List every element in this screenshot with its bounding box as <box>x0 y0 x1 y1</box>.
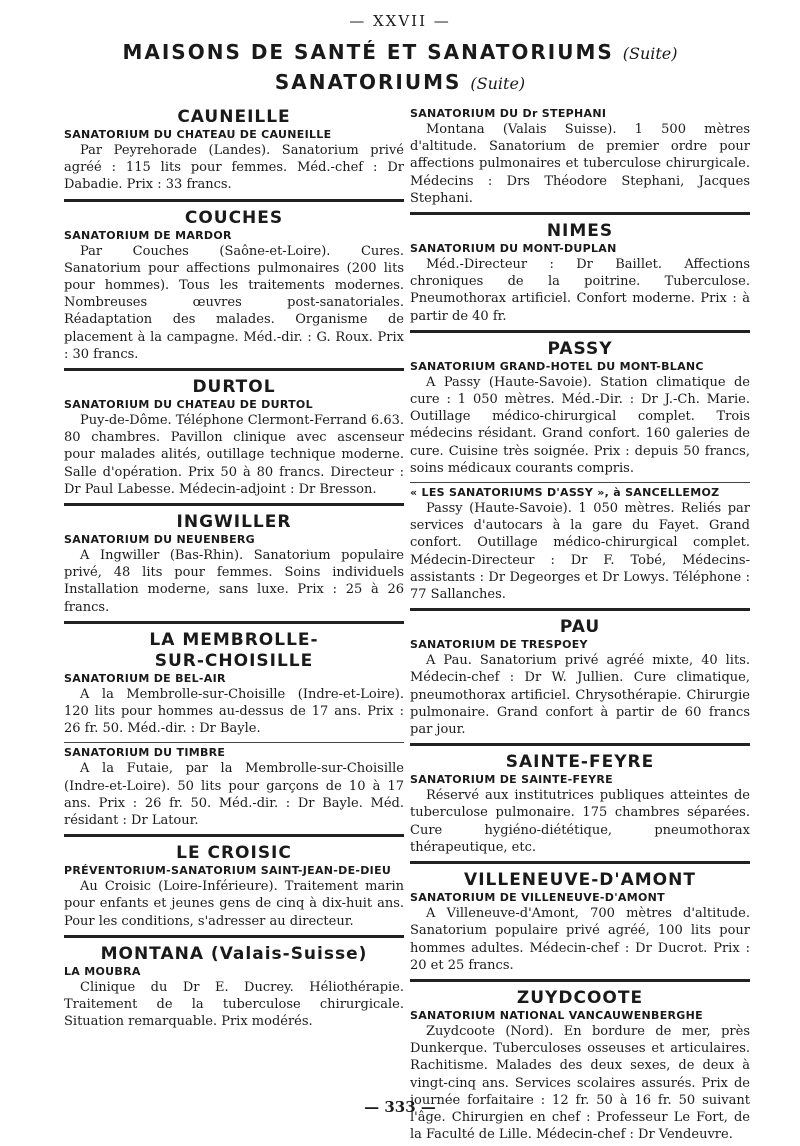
entry-text: Puy-de-Dôme. Téléphone Clermont-Ferrand 6.63. 80 chambres. Pavillon clinique avec ascenseur pour malades alités, outillage technique moderne. Salle d'opération. Prix 50 à 80 francs. Directeur : Dr Paul Labesse. Médecin-adjoint : Dr Bresson. <box>64 413 404 497</box>
entry-text: Zuydcoote (Nord). En bordure de mer, près Dunkerque. Tuberculoses osseuses et articulaires. Rachitisme. Malades des deux sexes, de deux à vingt-cinq ans. Services scolaires assurés. Prix de journée forfaitaire : 12 fr. 50 à 16 fr. 50 suivant l'âge. Chirurgien en chef : Professeur Le Fort, de la Faculté de Lille. Médecin-chef : Dr Vendeuvre. <box>410 1023 750 1143</box>
entry-text: Clinique du Dr E. Ducrey. Héliothérapie. Traitement de la tuberculose chirurgicale. Situation remarquable. Prix modérés. <box>64 979 404 1030</box>
city-heading: COUCHES <box>184 207 284 228</box>
running-head: — XXVII — <box>349 12 451 30</box>
establishment-name: SANATORIUM DU Dr STEPHANI <box>410 107 607 120</box>
establishment-name: SANATORIUM DU CHATEAU DE DURTOL <box>64 398 313 412</box>
divider <box>64 199 404 202</box>
entry-nimes <box>410 218 750 325</box>
city-heading: CAUNEILLE <box>177 107 291 127</box>
city-heading: DURTOL <box>192 377 276 398</box>
city-heading: VILLENEUVE-D'AMONT <box>464 870 696 891</box>
entry-sainte-feyre <box>410 749 750 856</box>
establishment-name: PRÉVENTORIUM-SANATORIUM SAINT-JEAN-DE-DIEU <box>64 864 392 878</box>
divider <box>410 861 750 864</box>
entry-text: Montana (Valais Suisse). 1 500 mètres d'altitude. Sanatorium de premier ordre pour affections pulmonaires et tuberculose chirurgicale. Médecins : Drs Théodore Stephani, Jacques Stephani. <box>410 122 750 206</box>
entry-text: A Villeneuve-d'Amont, 700 mètres d'altitude. Sanatorium populaire privé agréé, 100 lits pour hommes adultes. Médecin-chef : Dr Ducrot. Prix : 20 et 25 francs. <box>410 906 750 973</box>
city-region: (Valais-Suisse) <box>210 943 368 964</box>
city-heading: SAINTE-FEYRE <box>505 752 655 773</box>
entry-pau <box>410 614 750 738</box>
establishment-name: SANATORIUM DU MONT-DUPLAN <box>410 242 617 256</box>
establishment-name: SANATORIUM DU NEUENBERG <box>64 533 255 547</box>
divider <box>64 368 404 371</box>
divider <box>410 330 750 333</box>
entry-text: A Ingwiller (Bas-Rhin). Sanatorium populaire privé, 48 lits pour femmes. Soins individuels Installation moderne, sans luxe. Prix : 25 à 26 francs. <box>64 548 404 615</box>
entry-cauneille <box>64 104 404 194</box>
city-heading: ZUYDCOOTE <box>516 987 644 1008</box>
city-heading-line2: SUR-CHOISILLE <box>154 650 314 671</box>
entry-text: Méd.-Directeur : Dr Baillet. Affections chroniques de la poitrine. Tuberculose. Pneumothorax artificiel. Confort moderne. Prix : à partir de 40 fr. <box>410 257 750 324</box>
entry-text: Au Croisic (Loire-Inférieure). Traitement marin pour enfants et jeunes gens de cinq à dix-huit ans. Pour les conditions, s'adresser au directeur. <box>64 879 404 929</box>
entry-text: Par Peyrehorade (Landes). Sanatorium privé agréé : 115 lits pour femmes. Méd.-chef : Dr Dabadie. Prix : 33 francs. <box>64 143 404 193</box>
thin-divider <box>64 742 404 743</box>
entry-ingwiller <box>64 509 404 616</box>
entry-croisic <box>64 840 404 930</box>
entry-text: Par Couches (Saône-et-Loire). Cures. Sanatorium pour affections pulmonaires (200 lits pour hommes). Tous les traitements modernes. Nombreuses œuvres post-sanatoriales. Réadaptation des malades. Organisme de placement à la campagne. Méd.-dir. : G. Roux. Prix : 30 francs. <box>64 243 404 362</box>
entry-durtol <box>64 374 404 498</box>
entry-text: Réservé aux institutrices publiques atteintes de tuberculose pulmonaire. 175 chambres séparées. Cure hygiéno-diététique, pneumothorax thérapeutique, etc. <box>410 788 750 855</box>
entry-zuydcoote <box>410 985 750 1143</box>
city-heading: NIMES <box>546 221 614 242</box>
right-column <box>410 104 750 1143</box>
divider <box>410 979 750 982</box>
city-heading-line1: LA MEMBROLLE- <box>149 629 319 650</box>
page-title-suite: (Suite) <box>622 44 678 63</box>
entry-stephani <box>410 104 750 207</box>
divider <box>410 608 750 611</box>
establishment-name: LA MOUBRA <box>64 964 141 978</box>
establishment-name: « LES SANATORIUMS D'ASSY », à SANCELLEMOZ <box>410 486 720 500</box>
establishment-name: SANATORIUM NATIONAL VANCAUWENBERGHE <box>410 1008 703 1022</box>
section-title <box>0 70 800 94</box>
city-heading: PASSY <box>547 338 613 359</box>
establishment-name: SANATORIUM DE BEL-AIR <box>64 671 226 685</box>
divider <box>410 212 750 215</box>
entry-text: A Passy (Haute-Savoie). Station climatique de cure : 1 050 mètres. Méd.-Dir. : Dr J.-Ch. Marie. Outillage médico-chirurgical complet. Trois médecins résidant. Grand confort. 160 galeries de cure. Cuisine très soignée. Prix : depuis 50 francs, soins médicaux courants compris. <box>410 374 750 476</box>
page-number: — 333 — <box>364 1098 436 1116</box>
divider <box>64 621 404 624</box>
page-title-text: MAISONS DE SANTÉ ET SANATORIUMS <box>122 40 614 64</box>
city-heading <box>64 944 404 964</box>
section-title-text: SANATORIUMS <box>274 70 462 94</box>
establishment-name: SANATORIUM DE MARDOR <box>64 228 232 242</box>
establishment-name: SANATORIUM DE TRESPOEY <box>410 638 588 652</box>
entry-text: A la Membrolle-sur-Choisille (Indre-et-Loire). 120 lits pour hommes au-dessus de 17 ans. Prix : 26 fr. 50. Méd.-dir. : Dr Bayle. <box>64 686 404 737</box>
divider <box>410 743 750 746</box>
establishment-name: SANATORIUM GRAND-HOTEL DU MONT-BLANC <box>410 359 704 373</box>
establishment-name: SANATORIUM DE VILLENEUVE-D'AMONT <box>410 891 665 905</box>
city-heading: PAU <box>559 617 601 638</box>
entry-passy <box>410 336 750 603</box>
thin-divider <box>410 482 750 483</box>
establishment-name: SANATORIUM DE SAINTE-FEYRE <box>410 773 613 787</box>
left-column <box>64 104 404 1031</box>
divider <box>64 503 404 506</box>
entry-couches <box>64 205 404 363</box>
entry-text: A la Futaie, par la Membrolle-sur-Choisille (Indre-et-Loire). 50 lits pour garçons de 10 à 17 ans. Prix : 26 fr. 50. Méd.-dir. : Dr Bayle. Méd. résidant : Dr Latour. <box>64 761 404 829</box>
establishment-name: SANATORIUM DU TIMBRE <box>64 746 226 760</box>
entry-text: Passy (Haute-Savoie). 1 050 mètres. Reliés par services d'autocars à la gare du Fayet. Grand confort. Outillage médico-chirurgical complet. Médecin-Directeur : Dr F. Tobé, Médecins-assistants : Dr Degeorges et Dr Lowys. Téléphone : 77 Sallanches. <box>410 501 750 603</box>
city-heading: INGWILLER <box>176 512 292 533</box>
page-title <box>0 40 800 64</box>
divider <box>64 935 404 938</box>
establishment-name: SANATORIUM DU CHATEAU DE CAUNEILLE <box>64 128 332 141</box>
city-heading: LE CROISIC <box>176 843 292 864</box>
entry-montana <box>64 941 404 1031</box>
entry-text: A Pau. Sanatorium privé agréé mixte, 40 lits. Médecin-chef : Dr W. Jullien. Cure climatique, pneumothorax artificiel. Chrysothérapie. Chirurgie pulmonaire. Grand confort à partir de 60 francs par jour. <box>410 653 750 738</box>
divider <box>64 834 404 837</box>
entry-villeneuve <box>410 867 750 974</box>
city-name: MONTANA <box>100 943 204 964</box>
section-title-suite: (Suite) <box>470 74 526 93</box>
entry-membrolle <box>64 627 404 829</box>
